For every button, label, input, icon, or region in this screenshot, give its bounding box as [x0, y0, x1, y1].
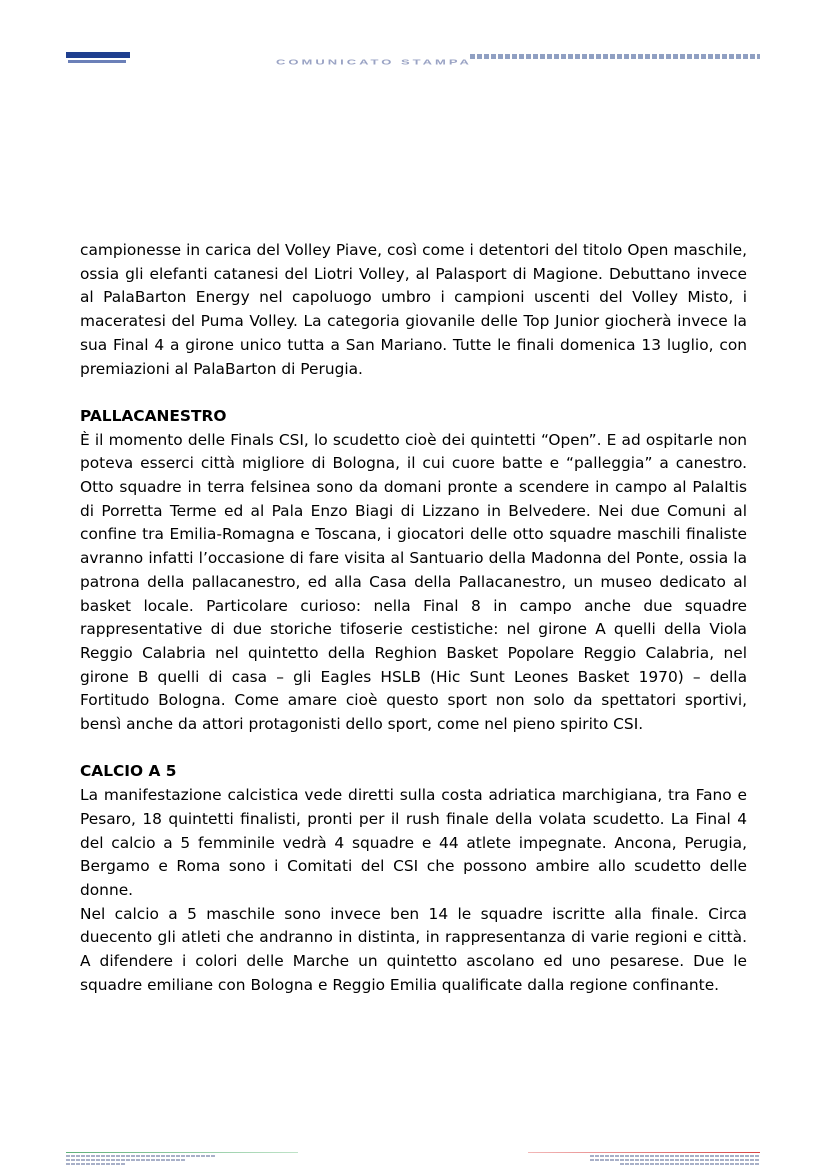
- page-footer: [0, 1140, 826, 1169]
- logo-subline: [68, 60, 126, 63]
- footer-left-rule: [66, 1152, 298, 1153]
- logo-mark: [66, 52, 130, 58]
- paragraph-gap: [80, 381, 747, 405]
- organization-logo: [66, 52, 130, 64]
- footer-left-address: [66, 1155, 216, 1167]
- press-release-body: [80, 239, 747, 997]
- footer-right-rule: [528, 1152, 760, 1153]
- page-header: [0, 0, 826, 80]
- calcio-paragraph-2: Nel calcio a 5 maschile sono invece ben 14 le squadre iscritte alla finale. Circa duecento gli atleti che andranno in distinta, in rappresentanza di varie regioni e città. A difendere i colori delle Marche un quintetto ascolano ed uno pesarese. Due le squadre emiliane con Bologna e Reggio Emilia qualificate dalla regione confinante.: [80, 904, 747, 994]
- calcio-paragraph-1: La manifestazione calcistica vede diretti sulla costa adriatica marchigiana, tra Fano e Pesaro, 18 quintetti finalisti, pronti per il rush finale della volata scudetto. La Final 4 del calcio a 5 femminile vedrà 4 squadre e 44 atlete impegnate. Ancona, Perugia, Bergamo e Roma sono i Comitati del CSI che possono ambire allo scudetto delle donne.: [80, 786, 747, 899]
- section-heading-pallacanestro: PALLACANESTRO: [80, 406, 227, 425]
- pallacanestro-paragraph: È il momento delle Finals CSI, lo scudetto cioè dei quintetti “Open”. E ad ospitarle non poteva esserci città migliore di Bologna, il cui cuore batte e “palleggia” a canestro. Otto squadre in terra felsinea sono da domani pronte a scendere in campo al PalaItis di Porretta Terme ed al Pala Enzo Biagi di Lizzano in Belvedere. Nei due Comuni al confine tra Emilia-Romagna e Toscana, i giocatori delle otto squadre maschili finaliste avranno infatti l’occasione di fare visita al Santuario della Madonna del Ponte, ossia la patrona della pallacanestro, ed alla Casa della Pallacanestro, un museo dedicato al basket locale. Particolare curioso: nella Final 8 in campo anche due squadre rappresentative di due storiche tifoserie cestistiche: nel girone A quelli della Viola Reggio Calabria nel quintetto della Reghion Basket Popolare Reggio Calabria, nel girone B quelli di casa – gli Eagles HSLB (Hic Sunt Leones Basket 1970) – della Fortitudo Bologna. Come amare cioè questo sport non solo da spettatori sportivi, bensì anche da attori protagonisti dello sport, come nel pieno spirito CSI.: [80, 430, 747, 734]
- section-heading-calcio: CALCIO A 5: [80, 762, 177, 781]
- header-title: COMUNICATO STAMPA: [276, 58, 472, 67]
- paragraph-gap: [80, 737, 747, 761]
- intro-paragraph: campionesse in carica del Volley Piave, così come i detentori del titolo Open maschile, ossia gli elefanti catanesi del Liotri Volley, al Palasport di Magione. Debuttano invece al PalaBarton Energy nel capoluogo umbro i campioni uscenti del Volley Misto, i maceratesi del Puma Volley. La categoria giovanile delle Top Junior giocherà invece la sua Final 4 a girone unico tutta a San Mariano. Tutte le finali domenica 13 luglio, con premiazioni al PalaBarton di Perugia.: [80, 241, 747, 378]
- footer-right-contacts: [590, 1155, 760, 1167]
